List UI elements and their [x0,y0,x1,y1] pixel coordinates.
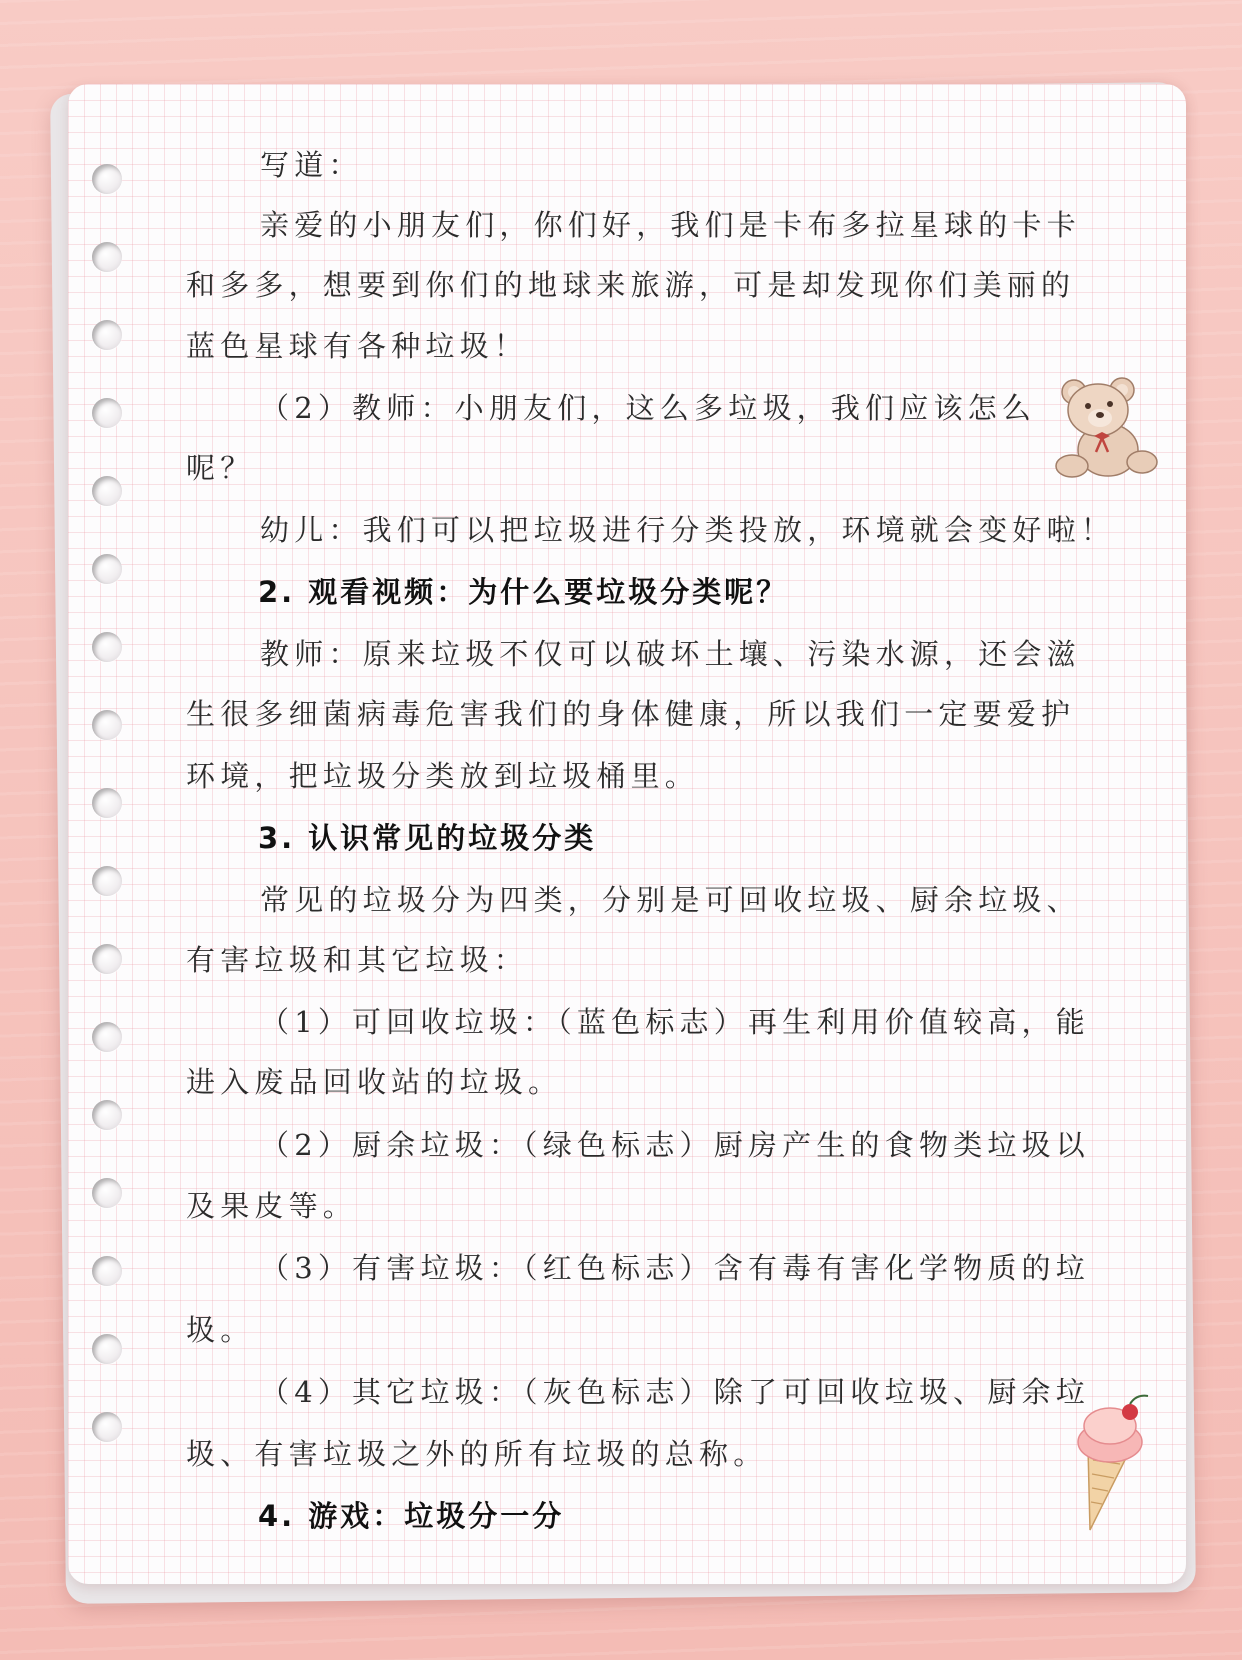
binder-hole [92,866,122,896]
text-line: 圾。 [186,1313,255,1347]
binder-hole [92,476,122,506]
binder-hole [92,788,122,818]
text-line: 教师：原来垃圾不仅可以破坏土壤、污染水源，还会滋 [260,637,1081,671]
binder-hole [92,1412,122,1442]
text-line: 及果皮等。 [186,1189,358,1223]
binder-hole [92,1256,122,1286]
text-line: （1）可回收垃圾：（蓝色标志）再生利用价值较高，能 [260,1005,1090,1039]
binder-hole [92,320,122,350]
text-line: （4）其它垃圾：（灰色标志）除了可回收垃圾、厨余垃 [260,1375,1090,1409]
notebook-page [68,84,1186,1584]
text-line: 进入废品回收站的垃圾。 [186,1065,563,1099]
text-line: 生很多细菌病毒危害我们的身体健康，所以我们一定要爱护 [186,697,1076,731]
text-line: （2）厨余垃圾：（绿色标志）厨房产生的食物类垃圾以 [260,1128,1090,1162]
text-line: 幼儿：我们可以把垃圾进行分类投放，环境就会变好啦！ [260,513,1116,547]
text-line: 写道： [260,148,363,182]
binder-hole [92,632,122,662]
text-line: 常见的垃圾分为四类，分别是可回收垃圾、厨余垃圾、 [260,883,1081,917]
text-line: 蓝色星球有各种垃圾！ [186,329,529,363]
binder-hole [92,1334,122,1364]
section-heading: 4. 游戏：垃圾分一分 [258,1499,565,1533]
binder-hole [92,1100,122,1130]
text-line: 和多多，想要到你们的地球来旅游，可是却发现你们美丽的 [186,268,1076,302]
text-line: （3）有害垃圾：（红色标志）含有毒有害化学物质的垃 [260,1251,1090,1285]
binder-hole [92,1022,122,1052]
binder-hole [92,164,122,194]
text-line: 呢？ [186,451,255,485]
binder-hole [92,554,122,584]
text-line: 亲爱的小朋友们，你们好，我们是卡布多拉星球的卡卡 [260,208,1081,242]
section-heading: 3. 认识常见的垃圾分类 [258,821,597,855]
ice-cream-icon [1068,1390,1168,1540]
text-line: 有害垃圾和其它垃圾： [186,943,529,977]
section-heading: 2. 观看视频：为什么要垃圾分类呢？ [258,575,789,609]
binder-hole [92,710,122,740]
binder-hole [92,398,122,428]
binder-hole [92,242,122,272]
text-line: （2）教师：小朋友们，这么多垃圾，我们应该怎么 [260,391,1037,425]
text-line: 环境，把垃圾分类放到垃圾桶里。 [186,759,700,793]
binder-hole [92,1178,122,1208]
text-line: 圾、有害垃圾之外的所有垃圾的总称。 [186,1437,768,1471]
binder-hole [92,944,122,974]
teddy-bear-icon [1050,374,1160,484]
